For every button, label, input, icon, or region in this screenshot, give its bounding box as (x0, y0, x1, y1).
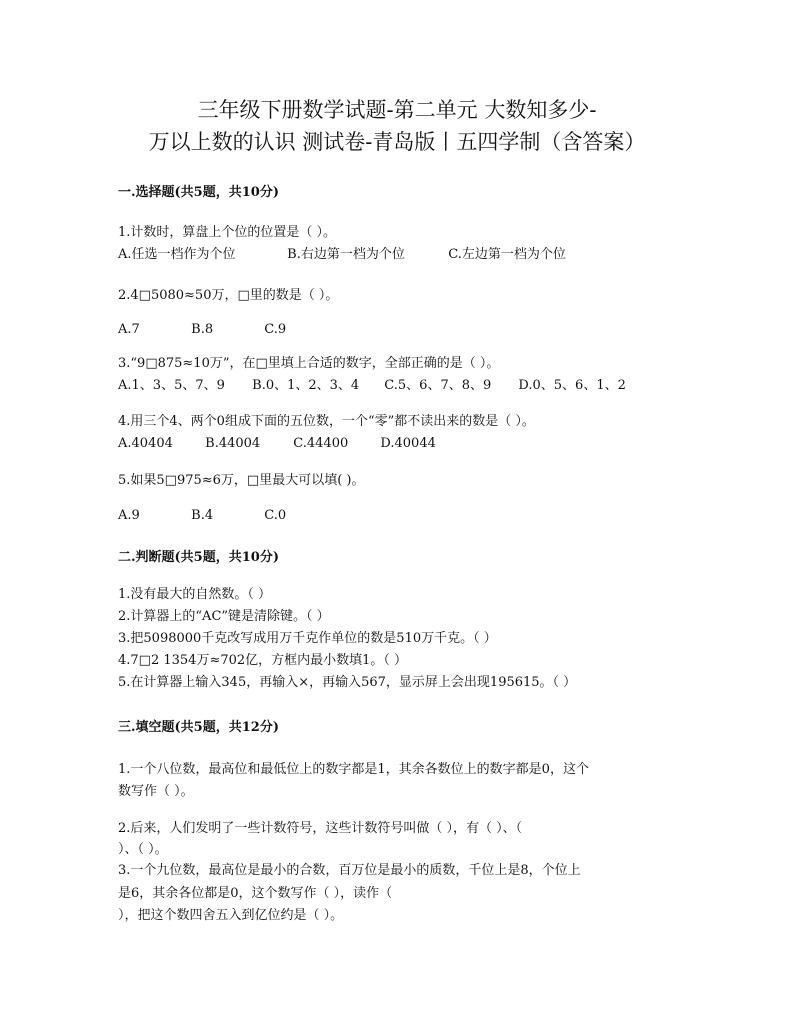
option: A.9 (118, 508, 140, 523)
question-1-2-stem: 2.4□5080≈50万，□里的数是（ ）。 (118, 288, 339, 303)
question-1-3-stem: 3.“9□875≈10万”，在□里填上合适的数字，全部正确的是（ ）。 (118, 356, 500, 371)
option: C.9 (264, 322, 287, 337)
question-1-1-stem: 1.计数时，算盘上个位的位置是（ ）。 (118, 225, 337, 240)
document-title-line-1: 三年级下册数学试题-第二单元 大数知多少- (197, 98, 597, 122)
option: C.左边第一档为个位 (448, 247, 566, 262)
section-3-heading: 三.填空题(共5题，共12分) (118, 720, 279, 735)
judgement-item-3: 3.把5098000千克改写成用万千克作单位的数是510万千克。（ ） (118, 631, 497, 646)
option: C.5、6、7、8、9 (384, 378, 492, 393)
fill-question-3-line-3: ），把这个数四舍五入到亿位约是（ ）。 (118, 908, 344, 923)
fill-question-1-line-1: 1.一个八位数，最高位和最低位上的数字都是1，其余各数位上的数字都是0，这个 (118, 762, 589, 777)
option: B.0、1、2、3、4 (252, 378, 360, 393)
option: A.任选一档作为个位 (118, 247, 236, 262)
fill-question-3-line-1: 3.一个九位数，最高位是最小的合数，百万位是最小的质数，千位上是8，个位上 (118, 863, 581, 878)
option: B.44004 (205, 436, 261, 451)
judgement-item-5: 5.在计算器上输入345，再输入×，再输入567，显示屏上会出现195615。（ ） (118, 675, 577, 690)
option: A.1、3、5、7、9 (118, 378, 225, 393)
option: C.0 (264, 508, 287, 523)
question-1-3-options (118, 377, 626, 395)
option: B.4 (191, 508, 214, 523)
question-1-4-options (118, 435, 436, 453)
option: A.40404 (118, 436, 173, 451)
option: D.40044 (380, 436, 436, 451)
question-1-1-options (118, 246, 566, 264)
judgement-item-2: 2.计算器上的“AC”键是清除键。（ ） (118, 609, 330, 624)
option: B.右边第一档为个位 (287, 247, 405, 262)
question-1-2-options (118, 321, 286, 339)
question-1-5-options (118, 507, 286, 525)
section-1-heading: 一.选择题(共5题，共10分) (118, 185, 279, 200)
fill-question-2-line-2: ）、（ ）。 (118, 842, 168, 857)
judgement-item-4: 4.7□2 1354万≈702亿，方框内最小数填1。（ ） (118, 653, 408, 668)
fill-question-2-line-1: 2.后来，人们发明了一些计数符号，这些计数符号叫做（ ），有（ ）、（ (118, 821, 523, 836)
document-title-line-2: 万以上数的认识 测试卷-青岛版丨五四学制（含答案） (148, 130, 646, 154)
judgement-item-1: 1.没有最大的自然数。（ ） (118, 587, 272, 602)
option: B.8 (191, 322, 214, 337)
option: D.0、5、6、1、2 (518, 378, 626, 393)
question-1-5-stem: 5.如果5□975≈6万，□里最大可以填( )。 (118, 473, 365, 488)
fill-question-3-line-2: 是6，其余各位都是0，这个数写作（ ），读作（ (118, 886, 393, 901)
fill-question-1-line-2: 数写作（ ）。 (118, 784, 194, 799)
option: A.7 (118, 322, 140, 337)
option: C.44400 (293, 436, 349, 451)
question-1-4-stem: 4.用三个4、两个0组成下面的五位数，一个“零”都不读出来的数是（ ）。 (118, 414, 535, 429)
section-2-heading: 二.判断题(共5题，共10分) (118, 550, 279, 565)
